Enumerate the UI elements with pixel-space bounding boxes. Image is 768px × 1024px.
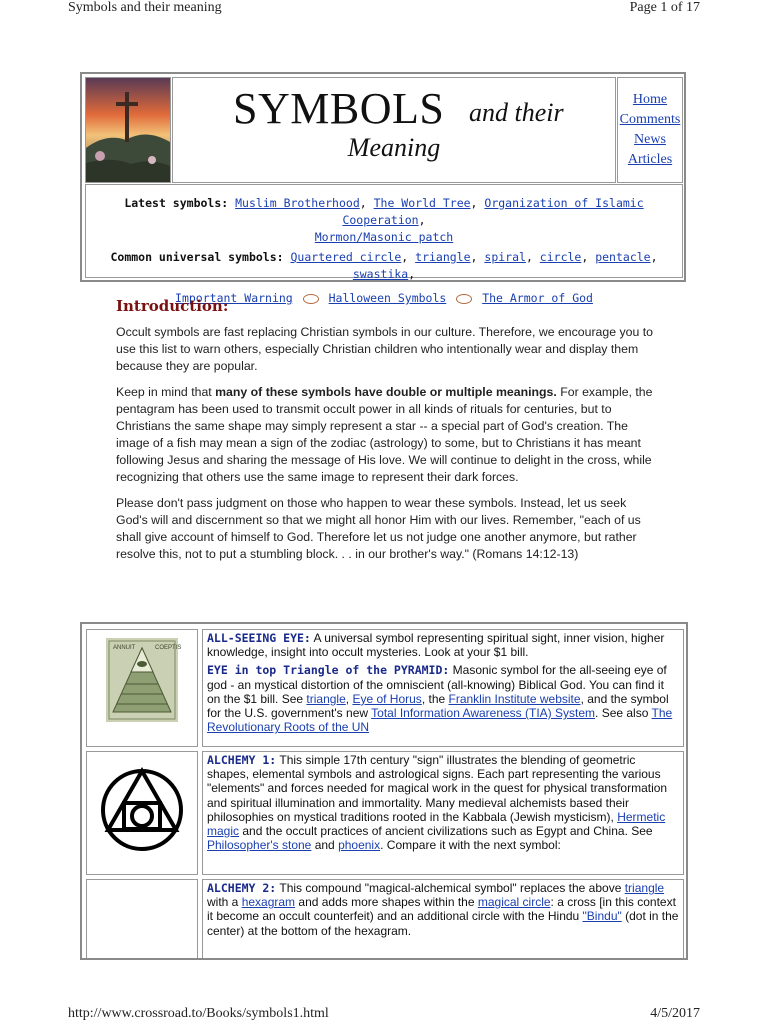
link-hermetic-magic[interactable]: Hermetic magic [207, 809, 666, 839]
common-symbols-label: Common universal symbols: [110, 250, 284, 264]
pyramid-eye-icon [87, 630, 197, 746]
source-url: http://www.crossroad.to/Books/symbols1.html [68, 1006, 329, 1021]
print-date: 4/5/2017 [650, 1006, 700, 1021]
svg-text:COEPTIS: COEPTIS [155, 645, 182, 651]
link-quartered-circle[interactable]: Quartered circle [290, 250, 402, 264]
site-nav [617, 77, 683, 183]
nav-comments-link[interactable]: Comments [619, 112, 681, 127]
link-triangle-inline[interactable]: triangle [306, 691, 346, 706]
link-mormon-masonic-patch[interactable]: Mormon/Masonic patch [314, 230, 454, 244]
link-halloween-symbols[interactable]: Halloween Symbols [328, 291, 447, 305]
link-philosophers-stone[interactable]: Philosopher's stone [207, 838, 312, 853]
latest-symbols-label: Latest symbols: [124, 196, 229, 210]
symbol-image-cell [86, 751, 198, 875]
link-muslim-brotherhood[interactable]: Muslim Brotherhood [235, 196, 360, 210]
link-eye-of-horus[interactable]: Eye of Horus [352, 691, 422, 706]
running-title: Symbols and their meaning [68, 0, 222, 15]
nav-articles-link[interactable]: Articles [627, 152, 673, 167]
running-footer [68, 1006, 700, 1024]
link-pentacle[interactable]: pentacle [595, 250, 651, 264]
term-all-seeing-eye: ALL-SEEING EYE: [207, 631, 311, 645]
intro-paragraph-3: Please don't pass judgment on those who happen to wear these symbols. Instead, let us seek God's will and discernment so that we might all honor Him with our lives. Remember, "each of us shall give account of himself to God. Therefore let us not judge one another anymore, but rather resolve this, not to put a stumbling block. . . in our brother's way." (Romans 14:12-13) [116, 496, 641, 561]
symbol-description-alchemy-2: ALCHEMY 2: This compound "magical-alchemical symbol" replaces the above triangle with a hexagram and adds more shapes within the magical circle: a cross [in this context it become an occult counterfeit) and an additional circle with the Hindu "Bindu" (dot in the center) at the bottom of the hexagram. [202, 879, 684, 960]
link-franklin-institute[interactable]: Franklin Institute website [448, 691, 581, 706]
title-symbols: SYMBOLS [233, 84, 445, 133]
link-circle[interactable]: circle [539, 250, 582, 264]
term-alchemy-2: ALCHEMY 2: [207, 881, 277, 895]
link-oic[interactable]: Organization of Islamic Cooperation [342, 196, 644, 227]
symbol-image-cell [86, 629, 198, 747]
site-title [172, 77, 616, 183]
introduction-section [116, 298, 656, 563]
symbol-image-cell [86, 879, 198, 960]
symbol-description-alchemy-1: ALCHEMY 1: This simple 17th century "sign" illustrates the blending of geometric shapes, elemental symbols and astrological signs. Each part representing the various "elements" and forces needed for magical work in the quest for physical transformation and spiritual illumination and immortality. Many medieval alchemists based their philosophies on mystical traditions rooted in the Kabbala (Jewish mysticism), Hermetic magic and the occult practices of ancient civilizations such as Egypt and China. See Philosopher's stone and phoenix. Compare it with the next symbol: [202, 751, 684, 875]
site-header [80, 72, 686, 305]
nav-news-link[interactable]: News [634, 132, 666, 147]
nav-home-link[interactable]: Home [632, 92, 668, 107]
link-revolutionary-roots[interactable]: The Revolutionary Roots of the UN [207, 706, 673, 735]
symbol-description-all-seeing-eye: ALL-SEEING EYE: A universal symbol representing spiritual sight, inner vision, higher knowledge, insight into occult mysteries. Look at your $1 bill. EYE in top Triangle of the PYRAMID: Masonic symbol for the all-seeing eye of god - an mystical distortion of the omniscient (all-knowing) Biblical God. You can find it on the $1 bill. See triangle, Eye of Horus, the Franklin Institute website, and the symbol for the U.S. government's new Total Information Awareness (TIA) System. See also The Revolutionary Roots of the UN [202, 629, 684, 747]
link-spiral[interactable]: spiral [484, 250, 526, 264]
running-header [68, 0, 700, 18]
title-and-their: and their [469, 98, 564, 127]
link-hexagram[interactable]: hexagram [241, 895, 296, 910]
link-important-warning[interactable]: Important Warning [175, 291, 293, 305]
link-tia-system[interactable]: Total Information Awareness (TIA) System [371, 706, 596, 721]
svg-text:ANNUIT: ANNUIT [113, 645, 136, 651]
alchemy-circle-icon [87, 752, 197, 874]
symbol-links-panel: Latest symbols: Muslim Brotherhood, The World Tree, Organization of Islamic Cooperation, Mormon/Masonic patch Common universal symbols: Quartered circle, triangle, spiral, circle, pentacle, swastika, Important Warning Halloween Symbols The Armor of God [85, 184, 683, 278]
link-world-tree[interactable]: The World Tree [373, 196, 471, 210]
term-eye-pyramid: EYE in top Triangle of the PYRAMID: [207, 663, 450, 678]
cross-painting-image [85, 77, 171, 183]
term-alchemy-1: ALCHEMY 1: [207, 753, 277, 767]
intro-emphasis: many of these symbols have double or multiple meanings. [215, 385, 557, 399]
intro-heading: Introduction: [116, 297, 229, 315]
page-number: Page 1 of 17 [629, 0, 700, 15]
symbols-table [80, 622, 688, 960]
link-swastika[interactable]: swastika [352, 267, 409, 281]
link-triangle[interactable]: triangle [415, 250, 471, 264]
link-phoenix[interactable]: phoenix [338, 838, 381, 853]
link-triangle-inline[interactable]: triangle [624, 881, 665, 895]
title-meaning: Meaning [347, 133, 441, 162]
link-armor-of-god[interactable]: The Armor of God [482, 291, 593, 305]
intro-paragraph-2: Keep in mind that many of these symbols have double or multiple meanings. For example, the pentagram has been used to transmit occult power in all kinds of rituals for centuries, but to Christians the same shape may simply represent a star -- a special part of God's creation. The image of a fish may mean a sign of the zodiac (astrology) to some, but to Christians it has meant following Jesus and sharing the message of His love. We will continue to delight in the cross, while recognizing that others use the same image to represent their dark forces. [116, 385, 653, 484]
intro-paragraph-1: Occult symbols are fast replacing Christian symbols in our culture. Therefore, we encourage you to use this list to warn others, especially Christian children who intentionally wear and display them because they are popular. [116, 325, 653, 373]
link-bindu[interactable]: "Bindu" [582, 909, 622, 924]
link-magical-circle[interactable]: magical circle [477, 895, 551, 910]
